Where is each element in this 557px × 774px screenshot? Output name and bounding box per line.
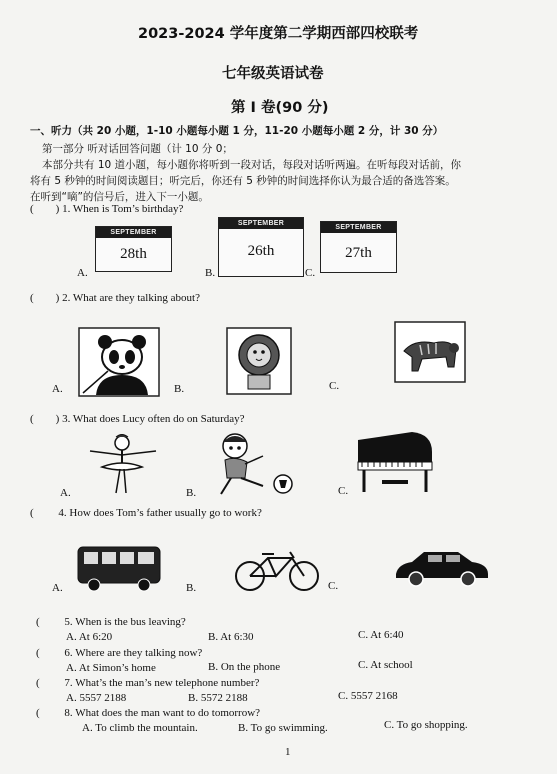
option-a[interactable]: A. At Simon’s home <box>66 662 156 674</box>
option-label-b: B. <box>186 582 197 594</box>
exam-subtitle: 七年级英语试卷 <box>222 66 324 82</box>
option-b[interactable]: B. On the phone <box>208 661 281 673</box>
calendar-day: 28th <box>120 246 147 262</box>
option-label-c: C. <box>328 580 339 592</box>
calendar-day: 27th <box>345 245 372 261</box>
option-b[interactable]: B. To go swimming. <box>238 722 328 734</box>
option-b[interactable]: B. At 6:30 <box>208 631 254 643</box>
option-c[interactable]: C. To go shopping. <box>384 719 468 731</box>
part1-heading: 第一部分 听对话回答问题（计 10 分 0； <box>42 143 233 155</box>
option-label-a: A. <box>52 582 63 594</box>
tiger-icon[interactable] <box>394 321 466 388</box>
question-5: ( 5. When is the bus leaving? <box>36 616 186 628</box>
piano-icon[interactable] <box>352 426 436 501</box>
bus-icon[interactable] <box>74 543 164 598</box>
page-number: 1 <box>285 746 291 758</box>
option-label-b: B. <box>174 383 185 395</box>
exam-title: 2023-2024 学年度第二学期西部四校联考 <box>138 26 419 42</box>
ballet-dancer-icon[interactable] <box>80 433 164 500</box>
calendar-option-c[interactable] <box>320 221 397 273</box>
calendar-month: SEPTEMBER <box>96 227 171 238</box>
question-2: ( ) 2. What are they talking about? <box>30 292 200 304</box>
instruction-line-2: 将有 5 秒钟的时间阅读题目；听完后，你还有 5 秒钟的时间选择你认为最合适的备选答案。 <box>30 175 456 187</box>
bicycle-icon[interactable] <box>232 548 322 597</box>
instruction-line-1: 本部分共有 10 道小题，每小题你将听到一段对话，每段对话听两遍。在听每段对话前，你 <box>42 159 462 171</box>
instruction-line-3: 在听到“嘀”的信号后，进入下一小题。 <box>30 191 209 203</box>
option-label-c: C. <box>338 485 349 497</box>
option-label-a: A. <box>52 383 63 395</box>
question-7: ( 7. What’s the man’s new telephone number? <box>36 677 260 689</box>
question-6: ( 6. Where are they talking now? <box>36 647 203 659</box>
option-c[interactable]: C. 5557 2168 <box>338 690 398 702</box>
option-label-b: B. <box>186 487 197 499</box>
calendar-option-b[interactable] <box>218 217 304 277</box>
option-c[interactable]: C. At 6:40 <box>358 629 404 641</box>
calendar-month: SEPTEMBER <box>321 222 396 233</box>
question-8: ( 8. What does the man want to do tomorrow? <box>36 707 261 719</box>
option-b[interactable]: B. 5572 2188 <box>188 692 248 704</box>
panda-icon[interactable] <box>78 327 160 402</box>
question-1: ( ) 1. When is Tom’s birthday? <box>30 203 184 215</box>
lion-icon[interactable] <box>226 327 292 400</box>
question-3: ( ) 3. What does Lucy often do on Saturday? <box>30 413 245 425</box>
option-label-c: C. <box>329 380 340 392</box>
calendar-day: 26th <box>247 243 275 259</box>
part-title: 第 I 卷(90 分) <box>231 100 329 116</box>
calendar-option-a[interactable] <box>95 226 172 272</box>
option-label-a: A. <box>77 267 88 279</box>
option-a[interactable]: A. At 6:20 <box>66 631 113 643</box>
option-a[interactable]: A. To climb the mountain. <box>82 722 198 734</box>
soccer-player-icon[interactable] <box>205 430 297 503</box>
option-label-b: B. <box>205 267 216 279</box>
question-4: ( 4. How does Tom’s father usually go to work? <box>30 507 262 519</box>
option-a[interactable]: A. 5557 2188 <box>66 692 127 704</box>
car-icon[interactable] <box>392 546 492 593</box>
calendar-month: SEPTEMBER <box>219 218 303 229</box>
option-c[interactable]: C. At school <box>358 659 413 671</box>
option-label-a: A. <box>60 487 71 499</box>
option-label-c: C. <box>305 267 316 279</box>
section-heading: 一、听力（共 20 小题，1-10 小题每小题 1 分，11-20 小题每小题 2 分，计 30 分） <box>30 125 444 137</box>
